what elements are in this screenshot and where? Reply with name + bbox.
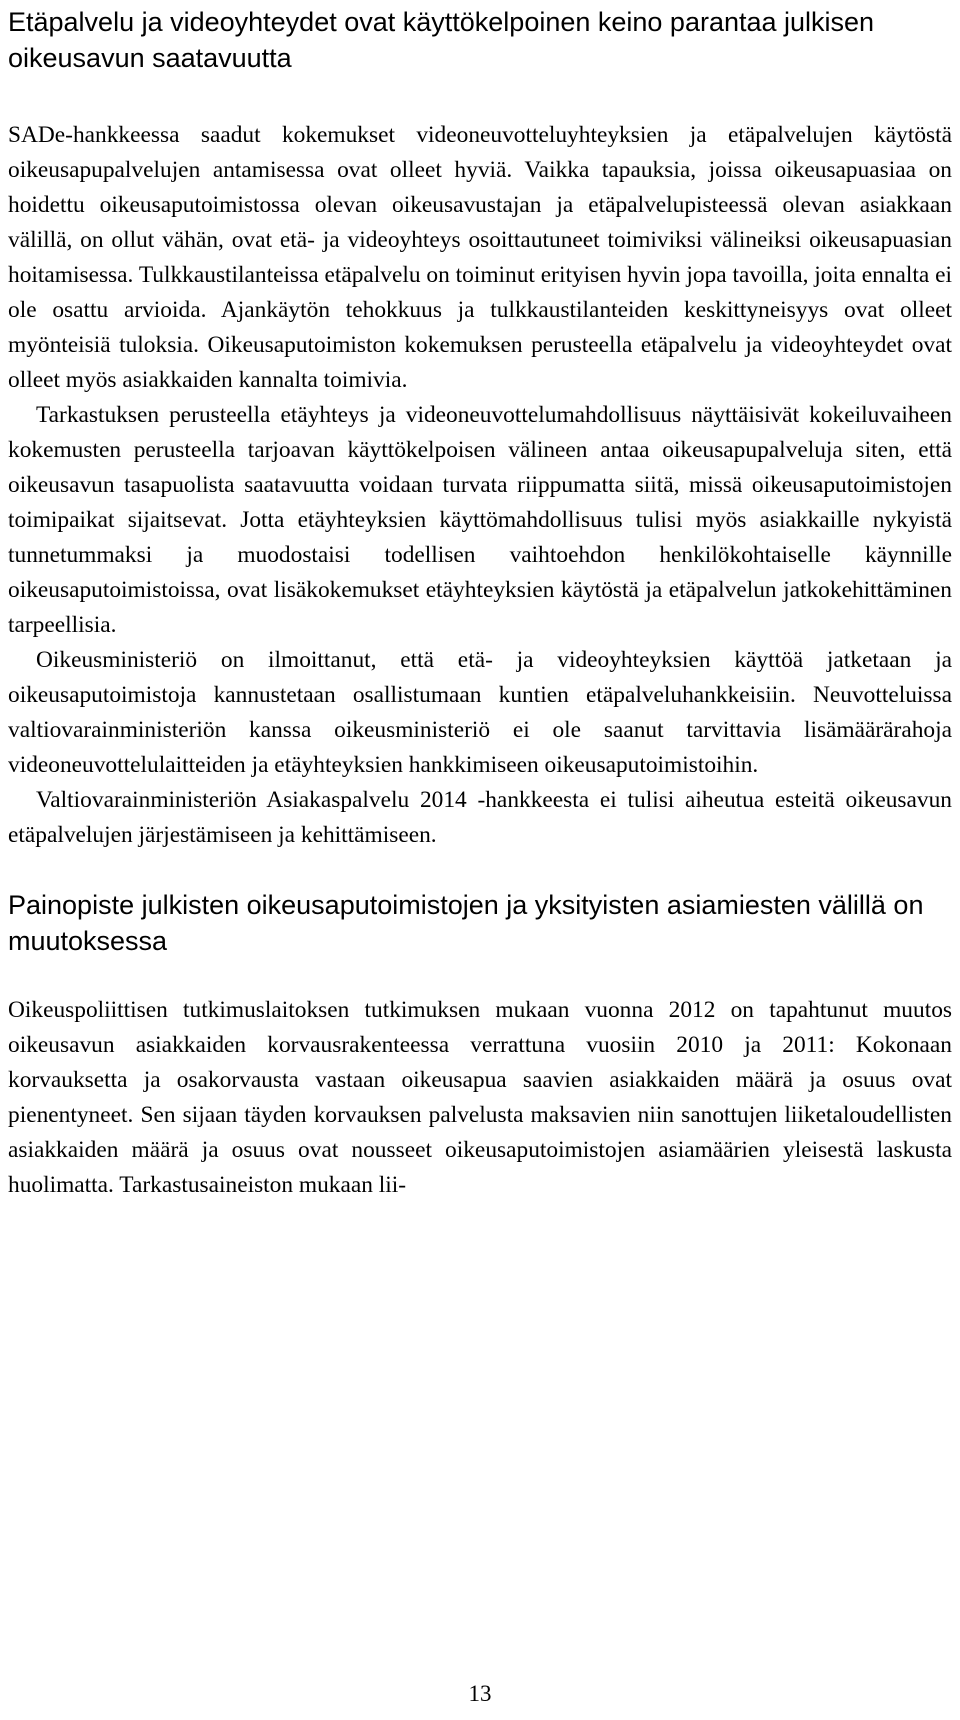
section-heading-focus-shift: Painopiste julkisten oikeusaputoimistojen ja yksityisten asiamiesten välillä on muutoksessa (8, 890, 924, 956)
page-number: 13 (468, 1681, 492, 1706)
paragraph: Oikeusministeriö on ilmoittanut, että etä- ja videoyhteyksien käyttöä jatketaan ja oikeusaputoimistoja kannustetaan osallistumaan kuntien etäpalveluhankkeisiin. Neuvotteluissa valtiovarainministeriön kanssa oikeusministeriö ei ole saanut tarvittavia lisämäärärahoja videoneuvottelulaitteiden ja etäyhteyksien hankkimiseen oikeusaputoimistoihin. (8, 647, 952, 778)
page-content (8, 4, 952, 1203)
section-heading-remote-services: Etäpalvelu ja videoyhteydet ovat käyttökelpoinen keino parantaa julkisen oikeusavun saatavuutta (8, 7, 875, 73)
paragraph: Valtiovarainministeriön Asiakaspalvelu 2014 -hankkeesta ei tulisi aiheutua esteitä oikeusavun etäpalvelujen järjestämiseen ja kehittämiseen. (8, 787, 952, 848)
paragraph: Oikeuspoliittisen tutkimuslaitoksen tutkimuksen mukaan vuonna 2012 on tapahtunut muutos oikeusavun asiakkaiden korvausrakenteessa verrattuna vuosiin 2010 ja 2011: Kokonaan korvauksetta ja osakorvausta vastaan oikeusapua saavien asiakkaiden määrä ja osuus ovat pienentyneet. Sen sijaan täyden korvauksen palvelusta maksavien niin sanottujen liiketaloudellisten asiakkaiden määrä ja osuus ovat nousseet oikeusaputoimistojen asiamäärien yleisestä laskusta huolimatta. Tarkastusaineiston mukaan lii- (8, 997, 952, 1198)
paragraph: SADe-hankkeessa saadut kokemukset videoneuvotteluyhteyksien ja etäpalvelujen käytöstä oikeusapupalvelujen antamisessa ovat olleet hyviä. Vaikka tapauksia, joissa oikeusapuasiaa on hoidettu oikeusaputoimistossa olevan oikeusavustajan ja etäpalvelupisteessä olevan asiakkaan välillä, on ollut vähän, ovat etä- ja videoyhteys osoittautuneet toimiviksi välineiksi oikeusapuasian hoitamisessa. Tulkkaustilanteissa etäpalvelu on toiminut erityisen hyvin jopa tavoilla, joita ennalta ei ole osattu arvioida. Ajankäytön tehokkuus ja tulkkaustilanteiden keskittyneisyys ovat olleet myönteisiä tuloksia. Oikeusaputoimiston kokemuksen perusteella etäpalvelu ja videoyhteydet ovat olleet myös asiakkaiden kannalta toimivia. (8, 122, 952, 393)
paragraph: Tarkastuksen perusteella etäyhteys ja videoneuvottelumahdollisuus näyttäisivät kokeiluvaiheen kokemusten perusteella tarjoavan käyttökelpoisen välineen antaa oikeusapupalveluja siten, että oikeusavun tasapuolista saatavuutta voidaan turvata riippumatta siitä, missä oikeusaputoimistojen toimipaikat sijaitsevat. Jotta etäyhteyksien käyttömahdollisuus tulisi myös asiakkaille nykyistä tunnetummaksi ja muodostaisi todellisen vaihtoehdon henkilökohtaiselle käynnille oikeusaputoimistoissa, ovat lisäkokemukset etäyhteyksien käytöstä ja etäpalvelun jatkokehittäminen tarpeellisia. (8, 402, 952, 638)
